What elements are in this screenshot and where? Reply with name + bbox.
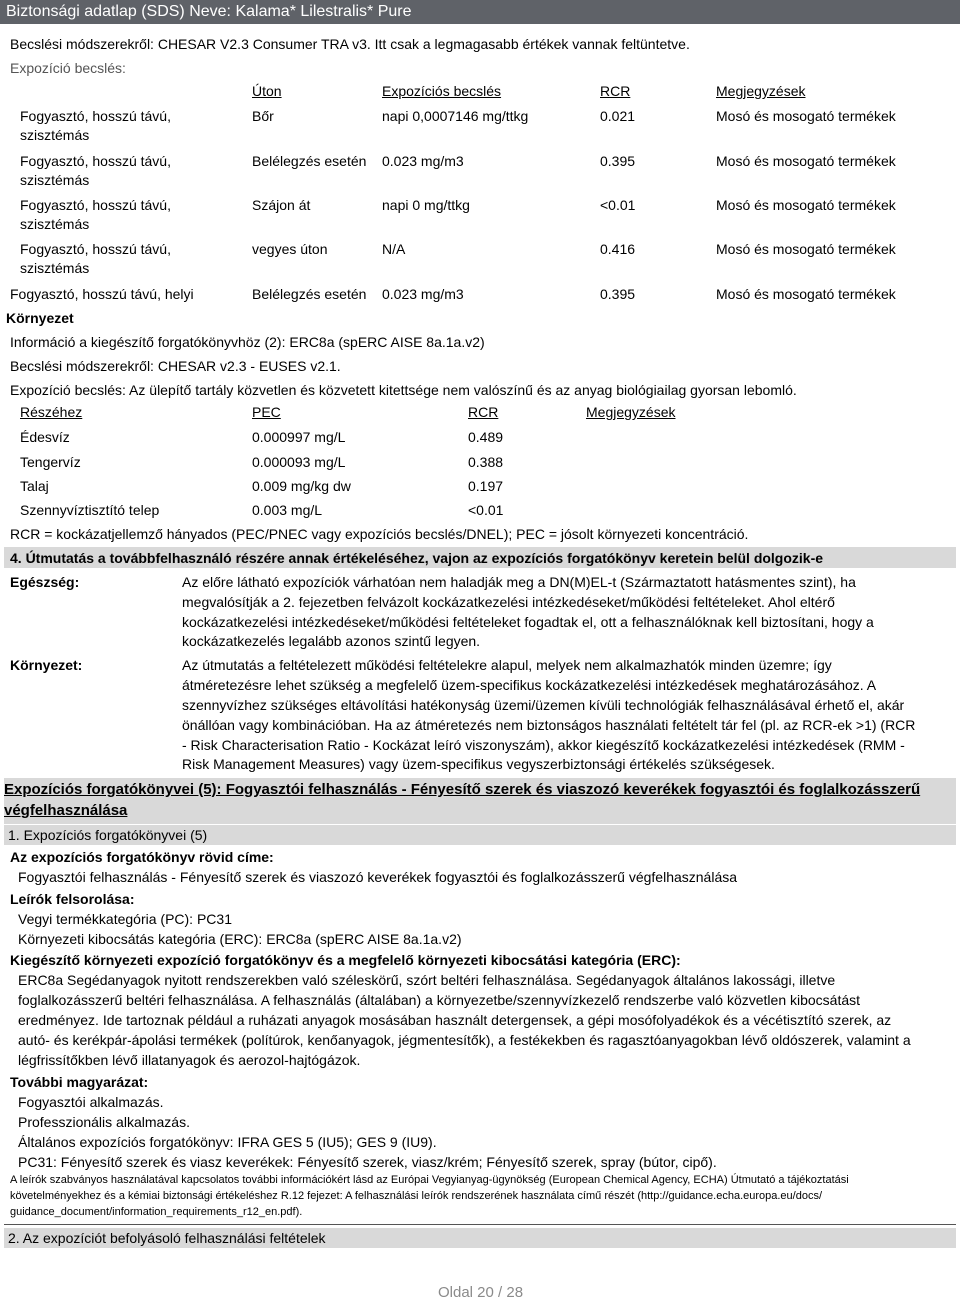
table-cell-exposure: napi 0 mg/ttkg	[382, 197, 470, 213]
environment-info: Információ a kiegészítő forgatókönyvhöz (2): ERC8a (spERC AISE 8a.1a.v2)	[10, 334, 485, 350]
table-cell-route: Bőr	[252, 108, 274, 124]
rcr-definition: RCR = kockázatjellemző hányados (PEC/PNEC vagy expozíciós becslés/DNEL); PEC = jósolt környezeti koncentráció.	[10, 526, 749, 542]
table-cell-route: Belélegzés esetén	[252, 286, 367, 302]
short-title-label: Az expozíciós forgatókönyv rövid címe:	[10, 849, 274, 865]
table-cell-pec: 0.009 mg/kg dw	[252, 478, 351, 494]
table-cell-rcr: 0.395	[600, 286, 636, 302]
erc-line: foglalkozásszerű beltéri felhasználása. A felhasználás (általában) a környezetbe/szennyvízkezelő rendszerbe való közvetlen kibocsátást	[18, 992, 861, 1008]
divider	[4, 1224, 956, 1225]
table-cell-route: vegyes úton	[252, 241, 328, 257]
table-cell-note: Mosó és mosogató termékek	[716, 241, 896, 257]
table-cell-pec: 0.000997 mg/L	[252, 429, 346, 445]
subsection-2-title: 2. Az expozíciót befolyásoló felhasználási feltételek	[8, 1230, 326, 1246]
table-cell-exposure: 0.023 mg/m3	[382, 153, 464, 169]
table-cell-rcr: 0.021	[600, 108, 636, 124]
table-cell-rcr: 0.489	[468, 429, 504, 445]
exposure-estimate-label: Expozíció becslés:	[10, 60, 126, 76]
table-cell-route: Szájon át	[252, 197, 311, 213]
footnote-line: követelményekhez és a kémiai biztonsági értékeléshez R.12 fejezet: A felhasználási leírók rendszerének használata című részét (http://guidance.echa.europa.eu/docs/	[10, 1190, 823, 1202]
table-row-group: szisztémás	[20, 172, 90, 188]
further-label: További magyarázat:	[10, 1074, 149, 1090]
further-item: PC31: Fényesítő szerek és viasz keverékek: Fényesítő szerek, viasz/krém; Fényesítő szerek, spray (bútor, cipő).	[18, 1154, 717, 1170]
descriptors-label: Leírók felsorolása:	[10, 891, 135, 907]
header-bar	[0, 0, 960, 24]
table-row-group: Fogyasztó, hosszú távú,	[20, 153, 171, 169]
table-cell-pec: 0.003 mg/L	[252, 502, 323, 518]
intro-text: Becslési módszerekről: CHESAR V2.3 Consumer TRA v3. Itt csak a legmagasabb értékek vannak feltüntetve.	[10, 36, 690, 52]
table-row-group: Fogyasztó, hosszú távú,	[20, 108, 171, 124]
erc-line: ERC8a Segédanyagok nyitott rendszerekben való széleskörű, szórt beltéri felhasználása. Segédanyagok általános lakossági, illetve	[18, 972, 836, 988]
col-header-exposure: Expozíciós becslés	[382, 83, 502, 99]
section-4-title: 4. Útmutatás a továbbfelhasználó részére annak értékeléséhez, vajon az expozíciós forgatókönyv keretein belül dolgozik-e	[10, 550, 824, 566]
col-header-compartment: Részéhez	[20, 404, 83, 420]
environment-line: átméretezésre lehet szükség a megfelelő üzem-specifikus kockázatkezelési intézkedések meghatározásához. A	[182, 677, 877, 693]
erc-label: Kiegészítő környezeti expozíció forgatókönyv és a megfelelő környezeti kibocsátási kategória (ERC):	[10, 952, 681, 968]
table-cell-note: Mosó és mosogató termékek	[716, 197, 896, 213]
col-header-rcr: RCR	[600, 83, 631, 99]
health-label: Egészség:	[10, 574, 80, 590]
environment-line: Risk Management Measures) vagy üzem-specifikus vegyszerbiztonsági értékelés szükségesek.	[182, 756, 775, 772]
table-row-group: szisztémás	[20, 127, 90, 143]
col-header-pec: PEC	[252, 404, 281, 420]
page-number: Oldal 20 / 28	[438, 1284, 524, 1301]
col-header-rcr: RCR	[468, 404, 499, 420]
table-cell-exposure: 0.023 mg/m3	[382, 286, 464, 302]
table-cell-note: Mosó és mosogató termékek	[716, 286, 896, 302]
environment-line: szennyvízhez szükséges eltávolítási hatékonyság üzemi/üzemen kívüli technológiák felhasználásával érhető el, akár	[182, 697, 905, 713]
table-cell-compartment: Tengervíz	[20, 454, 81, 470]
table-row-group: Fogyasztó, hosszú távú, helyi	[10, 286, 194, 302]
table-cell-note: Mosó és mosogató termékek	[716, 108, 896, 124]
erc-line: légfrissítőkben lévő illatanyagok és aerozol-hajtógázok.	[18, 1052, 361, 1068]
environment-heading: Környezet	[6, 310, 74, 326]
erc-line: eredményez. Ide tartoznak például a ruházati anyagok mosásában használt detergensek, a gépi mosófolyadékok és a vécétisztító szerek, az	[18, 1012, 892, 1028]
document-title: Biztonsági adatlap (SDS) Neve: Kalama* Lilestralis* Pure	[6, 3, 412, 20]
table-row-group: Fogyasztó, hosszú távú,	[20, 241, 171, 257]
subsection-1-title: 1. Expozíciós forgatókönyvei (5)	[8, 827, 208, 843]
table-row-group: szisztémás	[20, 216, 90, 232]
col-header-notes: Megjegyzések	[716, 83, 806, 99]
footnote-line: guidance_document/information_requirements_r12_en.pdf).	[10, 1206, 303, 1218]
further-item: Fogyasztói alkalmazás.	[18, 1094, 164, 1110]
environment-line: - Risk Characterisation Ratio - Kockázat leíró viszonyszám), akkor kiegészítő kockázatkezelési intézkedések (RMM -	[182, 737, 905, 753]
short-title-text: Fogyasztói felhasználás - Fényesítő szerek és viaszozó keverékek fogyasztói és foglalkozásszerű végfelhasználása	[18, 869, 738, 885]
environment-estimate: Expozíció becslés: Az ülepítő tartály közvetlen és közvetett kitettsége nem valószínű és az anyag biológiailag gyorsan lebomló.	[10, 382, 797, 398]
scenario-title-cont: végfelhasználása	[4, 802, 128, 819]
col-header-route: Úton	[252, 83, 282, 99]
environment-line: önállóan vagy kombinációban. Ha az átméretezés nem biztonságos használati feltételt tár fel (pl. az RCR-ek >1) (RCR	[182, 717, 916, 733]
table-cell-rcr: <0.01	[600, 197, 636, 213]
table-cell-pec: 0.000093 mg/L	[252, 454, 346, 470]
health-line: megvalósítják a 2. fejezetben felvázolt kockázatkezelési intézkedéseket/működési feltételeket. Ahol eltérő	[182, 594, 835, 610]
further-item: Professzionális alkalmazás.	[18, 1114, 190, 1130]
table-row-group: Fogyasztó, hosszú távú,	[20, 197, 171, 213]
table-cell-rcr: <0.01	[468, 502, 504, 518]
health-line: kockázatkezelési intézkedéseket/működési feltételeket fogadtak el, ott a felhasználóknak kell biztosítani, hogy a	[182, 614, 874, 630]
table-cell-rcr: 0.197	[468, 478, 504, 494]
table-cell-rcr: 0.416	[600, 241, 636, 257]
table-cell-note: Mosó és mosogató termékek	[716, 153, 896, 169]
scenario-title: Expozíciós forgatókönyvei (5): Fogyasztói felhasználás - Fényesítő szerek és viaszozó keverékek fogyasztói és foglalkozásszerű	[4, 781, 921, 798]
environment-label: Környezet:	[10, 657, 83, 673]
table-cell-route: Belélegzés esetén	[252, 153, 367, 169]
table-cell-exposure: N/A	[382, 241, 406, 257]
footnote-line: A leírók szabványos használatával kapcsolatos további információkért lásd az Európai Vegyianyag-ügynökség (European Chemical Agency, ECHA) Útmutató a tájékoztatási	[10, 1174, 849, 1186]
environment-line: Az útmutatás a feltételezett működési feltételekre alapul, melyek nem alkalmazhatók minden üzemre; így	[182, 657, 832, 673]
table-row-group: szisztémás	[20, 260, 90, 276]
environment-method: Becslési módszerekről: CHESAR v2.3 - EUSES v2.1.	[10, 358, 341, 374]
health-line: Az előre látható expozíciók várhatóan nem haladják meg a DN(M)EL-t (Származtatott hatásmentes szint), ha	[182, 574, 856, 590]
table-cell-rcr: 0.388	[468, 454, 504, 470]
table-cell-rcr: 0.395	[600, 153, 636, 169]
table-cell-exposure: napi 0,0007146 mg/ttkg	[382, 108, 529, 124]
erc-line: autó- és kerékpár-ápolási termékek (polítúrok, kenőanyagok, jégmentesítők), a festékekben és ragasztóanyagokban lévő oldószerek, valamint a	[18, 1032, 911, 1048]
table-cell-compartment: Talaj	[20, 478, 49, 494]
table-cell-compartment: Szennyvíztisztító telep	[20, 502, 160, 518]
descriptor-item: Vegyi termékkategória (PC): PC31	[18, 911, 232, 927]
descriptor-item: Környezeti kibocsátás kategória (ERC): ERC8a (spERC AISE 8a.1a.v2)	[18, 931, 462, 947]
further-item: Általános expozíciós forgatókönyv: IFRA GES 5 (IU5); GES 9 (IU9).	[18, 1134, 437, 1150]
table-cell-compartment: Édesvíz	[20, 429, 70, 445]
health-line: kockázatkezelés legalább azonos szintű legyen.	[182, 633, 481, 649]
col-header-notes: Megjegyzések	[586, 404, 676, 420]
